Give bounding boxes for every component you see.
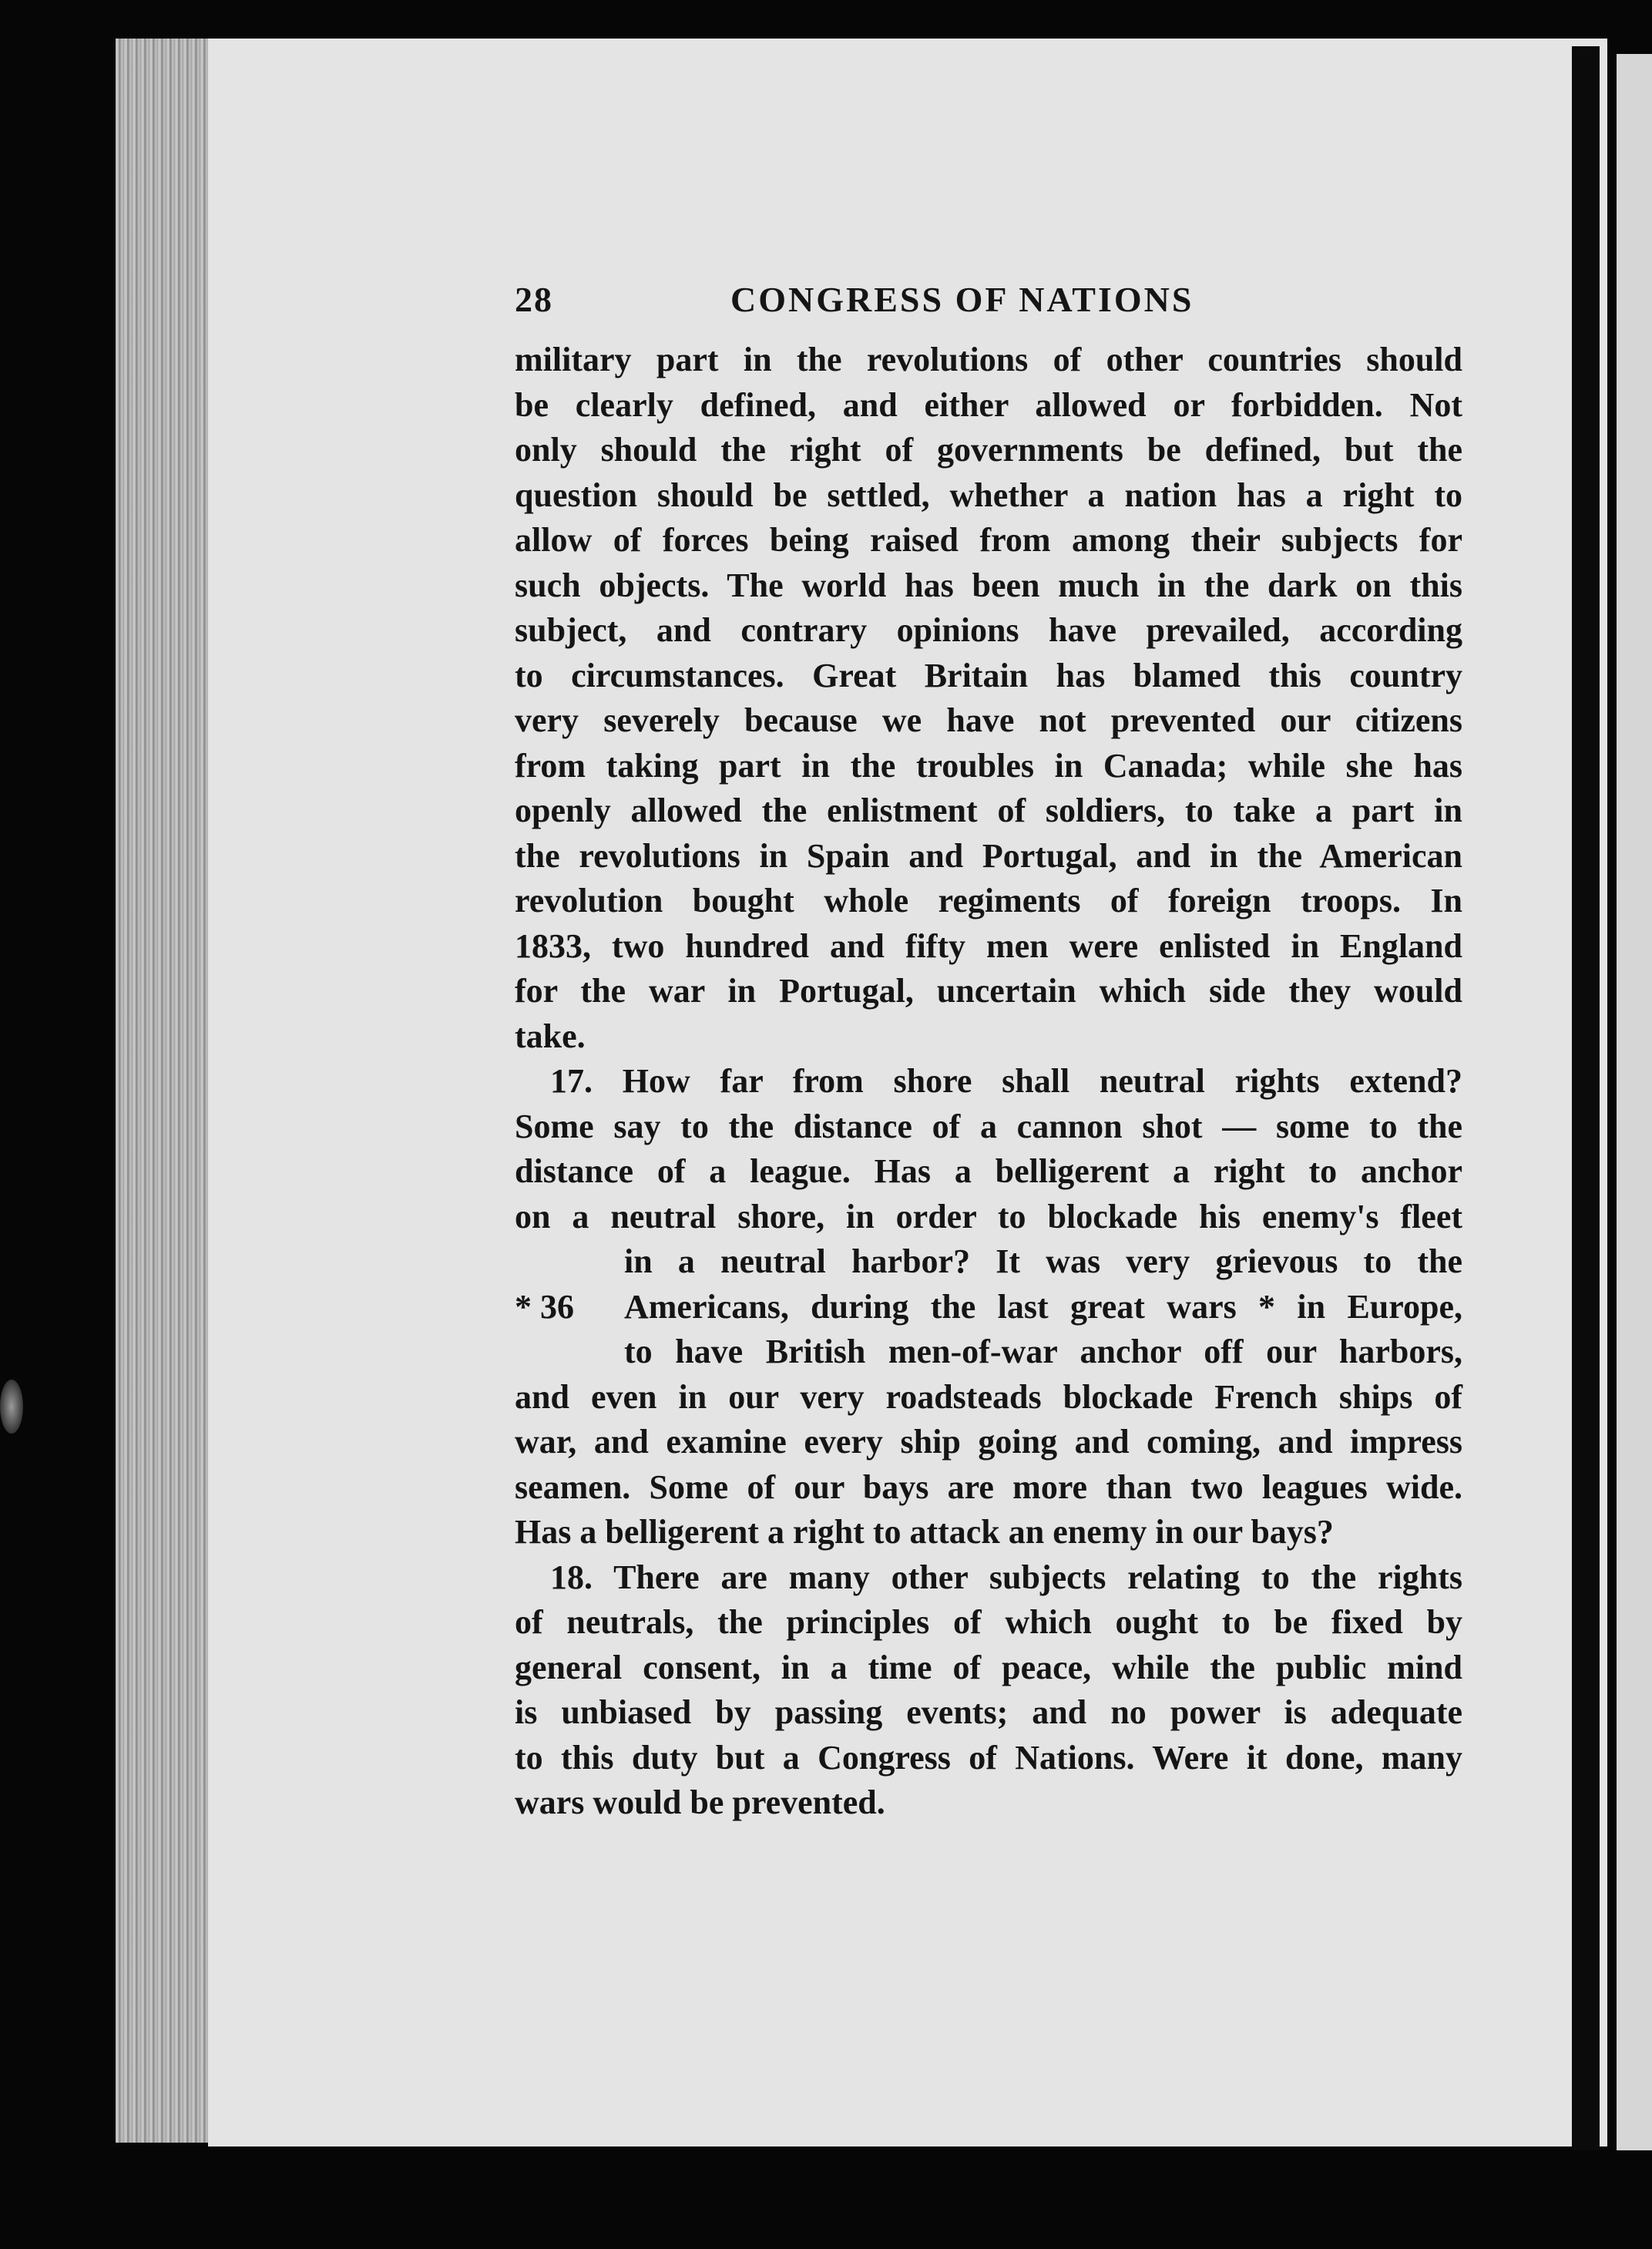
text-line: on a neutral shore, in order to blockade his enemy's fleet (515, 1197, 1462, 1235)
paragraph-17-start: 17. How far from shore shall neutral rights extend? (550, 1062, 1462, 1100)
text-line: and even in our very roadsteads blockade French ships of (515, 1377, 1462, 1416)
text-line: to this duty but a Congress of Nations. Were it done, many (515, 1738, 1462, 1777)
text-line: allow of forces being raised from among their subjects for (515, 521, 1462, 559)
text-line: is unbiased by passing events; and no power is adequate (515, 1693, 1462, 1731)
margin-page-reference: * 36 (515, 1287, 574, 1326)
text-line: to circumstances. Great Britain has blamed this country (515, 656, 1462, 694)
page-header (515, 277, 1462, 338)
text-line: general consent, in a time of peace, while the public mind (515, 1648, 1462, 1686)
text-line: to have British men-of-war anchor off our harbors, (624, 1333, 1462, 1370)
text-line: only should the right of governments be defined, but the (515, 431, 1462, 469)
facing-page-edge (1617, 54, 1652, 2150)
text-line: revolution bought whole regiments of foreign troops. In (515, 882, 1462, 919)
scan-artifact (0, 1380, 23, 1434)
text-line: openly allowed the enlistment of soldiers, to take a part in (515, 792, 1462, 829)
text-line: from taking part in the troubles in Canada; while she has (515, 746, 1462, 785)
text-line: Some say to the distance of a cannon shot — some to the (515, 1107, 1462, 1145)
text-line: question should be settled, whether a nation has a right to (515, 476, 1462, 514)
book-page-edges (116, 39, 223, 2143)
text-line: subject, and contrary opinions have prevailed, according (515, 611, 1462, 649)
running-head: CONGRESS OF NATIONS (730, 280, 1194, 319)
text-line-with-margin-ref (515, 1285, 1462, 1330)
text-line: of neutrals, the principles of which ought to be fixed by (515, 1603, 1462, 1641)
text-line: the revolutions in Spain and Portugal, and in the American (515, 836, 1462, 875)
paragraph-18-start: 18. There are many other subjects relating to the rights (550, 1558, 1462, 1596)
text-line: very severely because we have not prevented our citizens (515, 701, 1462, 739)
page-text (515, 277, 1462, 1826)
text-line: 1833, two hundred and fifty men were enlisted in England (515, 926, 1462, 965)
facing-page-gutter (1572, 46, 1600, 2150)
page-number: 28 (515, 280, 553, 319)
text-line-content: Americans, during the last great wars * in Europe, (624, 1287, 1462, 1326)
text-line: be clearly defined, and either allowed or forbidden. Not (515, 385, 1462, 424)
text-line: take. (515, 1017, 586, 1055)
text-line: for the war in Portugal, uncertain which side they would (515, 972, 1462, 1010)
text-line: distance of a league. Has a belligerent a right to anchor (515, 1152, 1462, 1190)
text-line: Has a belligerent a right to attack an enemy in our bays? (515, 1513, 1334, 1551)
text-line: in a neutral harbor? It was very grievous to the (624, 1242, 1462, 1280)
text-line: wars would be prevented. (515, 1783, 885, 1821)
text-line: war, and examine every ship going and coming, and impress (515, 1423, 1462, 1461)
text-line: such objects. The world has been much in the dark on this (515, 566, 1462, 604)
text-line: military part in the revolutions of other countries should (515, 341, 1462, 378)
text-line: seamen. Some of our bays are more than two leagues wide. (515, 1467, 1462, 1506)
